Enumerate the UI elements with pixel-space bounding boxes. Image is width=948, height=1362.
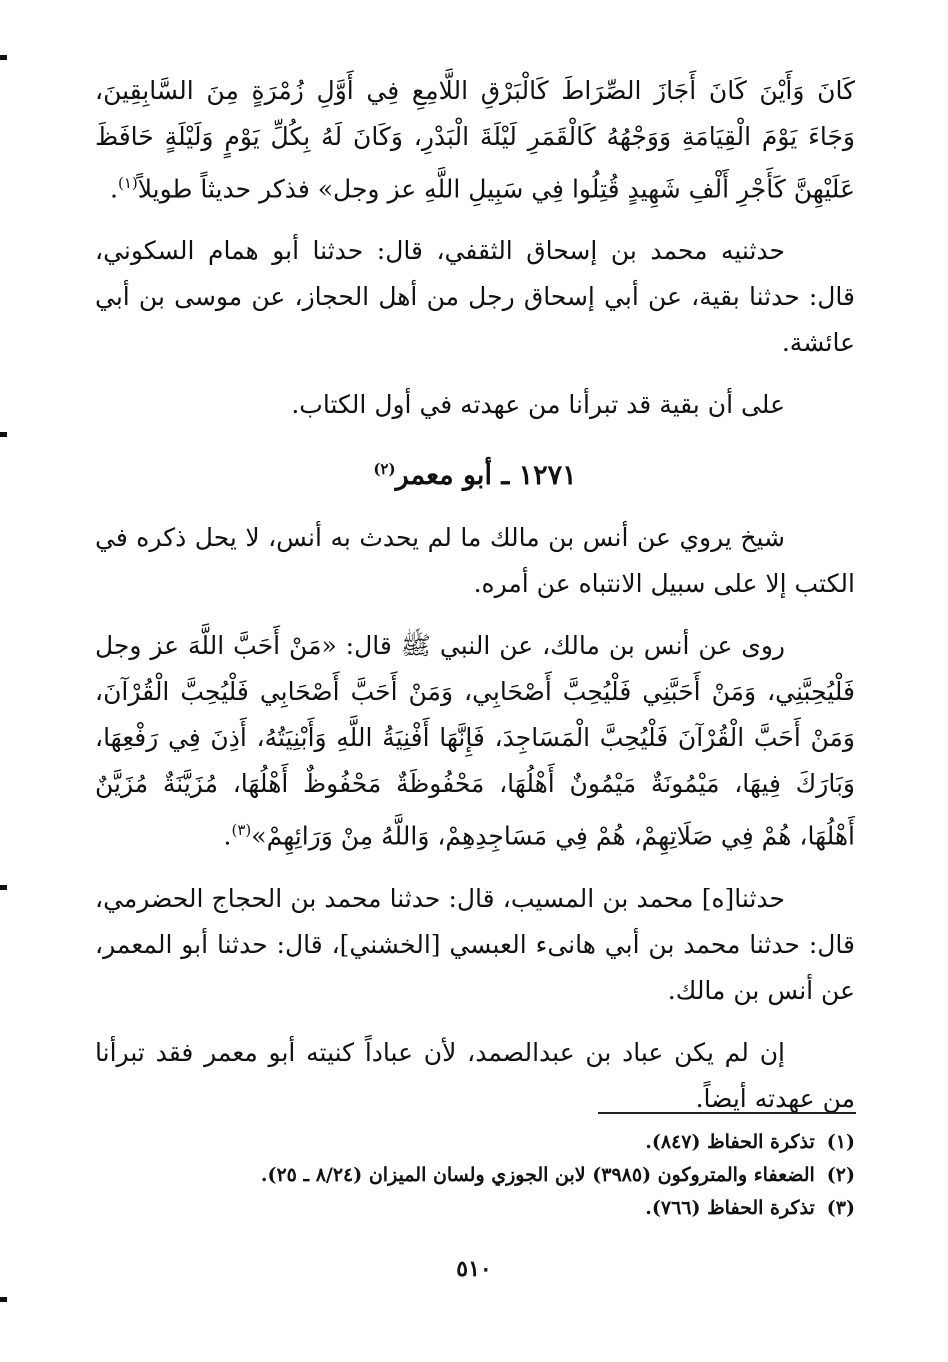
footnote-ref: (٣): [231, 821, 252, 840]
footnote-number: (١): [826, 1131, 855, 1153]
footnote-separator: [598, 1112, 856, 1114]
footnote-item: [95, 1126, 855, 1159]
footnote-ref: (٢): [373, 460, 396, 479]
footnote-text: تذكرة الحفاظ (٧٦٦).: [645, 1197, 815, 1219]
footnote-text: تذكرة الحفاظ (٨٤٧).: [645, 1131, 815, 1153]
footnote-ref: (١): [117, 174, 138, 192]
entry-heading: [95, 444, 855, 501]
paragraph-hadith: روى عن أنس بن مالك، عن النبي ﷺ قال: «مَنْ أَحَبَّ اللَّهَ عز وجل فَلْيُحِبَّنِي، وَمَنْ أَحَبَّنِي فَلْيُحِبَّ أَصْحَابِي، وَمَنْ أَحَبَّ أَصْحَابِي فَلْيُحِبَّ الْقُرْآنَ، وَمَنْ أَحَبَّ الْقُرْآنَ فَلْيُحِبَّ الْمَسَاجِدَ، فَإِنَّهَا أَفْنِيَةُ اللَّهِ وَأَبْنِيَتُهُ، أَذِنَ فِي رَفْعِهَا، وَبَارَكَ فِيهَا، مَيْمُونَةٌ مَيْمُونٌ أَهْلُهَا، مَحْفُوظَةٌ مَحْفُوظٌ أَهْلُهَا، مُزَيَّنَةٌ مُزَيَّنٌ أَهْلُهَا، هُمْ فِي صَلَاتِهِمْ، هُمْ فِي مَسَاجِدِهِمْ، وَاللَّهُ مِنْ وَرَائِهِمْ»$^{(٣)}$.: [95, 631, 855, 851]
margin-mark: [0, 1297, 7, 1302]
footnote-number: (٢): [826, 1164, 855, 1186]
footnote-item: [95, 1159, 855, 1192]
margin-mark: [0, 432, 7, 437]
paragraph-closing-note: إن لم يكن عباد بن عبدالصمد، لأن عباداً كنيته أبو معمر فقد تبرأنا من عهدته أيضاً.: [95, 1037, 855, 1113]
paragraph-note: على أن بقية قد تبرأنا من عهدته في أول الكتاب.: [291, 390, 785, 420]
paragraph-isnad: حدثنيه محمد بن إسحاق الثقفي، قال: حدثنا أبو همام السكوني، قال: حدثنا بقية، عن أبي إسحاق رجل من أهل الحجاز، عن موسى بن أبي عائشة.: [95, 236, 855, 358]
paragraph-isnad-2: حدثنا[ه] محمد بن المسيب، قال: حدثنا محمد بن الحجاج الحضرمي، قال: حدثنا محمد بن أبي هانىء العبسي [الخشني]، قال: حدثنا أبو المعمر، عن أنس بن مالك.: [95, 883, 855, 1005]
footnote-item: [95, 1192, 855, 1225]
margin-mark: [0, 885, 7, 890]
margin-mark: [0, 55, 7, 60]
paragraph-hadith-continuation: كَانَ وَأَيْنَ كَانَ أَجَازَ الصِّرَاطَ كَالْبَرْقِ اللَّامِعِ فِي أَوَّلِ زُمْرَةٍ مِنَ السَّابِقِينَ، وَجَاءَ يَوْمَ الْقِيَامَةِ وَوَجْهُهُ كَالْقَمَرِ لَيْلَةَ الْبَدْرِ، وَكَانَ لَهُ بِكُلِّ يَوْمٍ وَلَيْلَةٍ حَافَظَ عَلَيْهِنَّ كَأَجْرِ أَلْفِ شَهِيدٍ قُتِلُوا فِي سَبِيلِ اللَّهِ عز وجل» فذكر حديثاً طويلاً$^{(١)}$.: [95, 76, 855, 204]
paragraph-text: روى عن أنس بن مالك، عن النبي ﷺ قال: «مَنْ أَحَبَّ اللَّهَ عز وجل فَلْيُحِبَّنِي، وَمَنْ أَحَبَّنِي فَلْيُحِبَّ أَصْحَابِي، وَمَنْ أَحَبَّ أَصْحَابِي فَلْيُحِبَّ الْقُرْآنَ، وَمَنْ أَحَبَّ الْقُرْآنَ فَلْيُحِبَّ الْمَسَاجِدَ، فَإِنَّهَا أَفْنِيَةُ اللَّهِ وَأَبْنِيَتُهُ، أَذِنَ فِي رَفْعِهَا، وَبَارَكَ فِيهَا، مَيْمُونَةٌ مَيْمُونٌ أَهْلُهَا، مَحْفُوظَةٌ مَحْفُوظٌ أَهْلُهَا، مُزَيَّنَةٌ مُزَيَّنٌ أَهْلُهَا، هُمْ فِي صَلَاتِهِمْ، هُمْ فِي مَسَاجِدِهِمْ، وَاللَّهُ مِنْ وَرَائِهِمْ»: [95, 631, 855, 851]
paragraph-description: شيخ يروي عن أنس بن مالك ما لم يحدث به أنس، لا يحل ذكره في الكتب إلا على سبيل الانتباه عن أمره.: [95, 523, 855, 599]
paragraph-text: كَانَ وَأَيْنَ كَانَ أَجَازَ الصِّرَاطَ كَالْبَرْقِ اللَّامِعِ فِي أَوَّلِ زُمْرَةٍ مِنَ السَّابِقِينَ، وَجَاءَ يَوْمَ الْقِيَامَةِ وَوَجْهُهُ كَالْقَمَرِ لَيْلَةَ الْبَدْرِ، وَكَانَ لَهُ بِكُلِّ يَوْمٍ وَلَيْلَةٍ حَافَظَ عَلَيْهِنَّ كَأَجْرِ أَلْفِ شَهِيدٍ قُتِلُوا فِي سَبِيلِ اللَّهِ عز وجل» فذكر حديثاً طويلاً: [95, 76, 855, 204]
footnote-number: (٣): [826, 1197, 855, 1219]
entry-heading-text: ١٢٧١ ـ أبو معمر: [395, 460, 577, 492]
footnote-text: الضعفاء والمتروكون (٣٩٨٥) لابن الجوزي ولسان الميزان (٨/٢٤ ـ ٢٥).: [260, 1164, 815, 1186]
footnotes: [95, 1126, 855, 1225]
page-number: ٥١٠: [456, 1256, 492, 1282]
